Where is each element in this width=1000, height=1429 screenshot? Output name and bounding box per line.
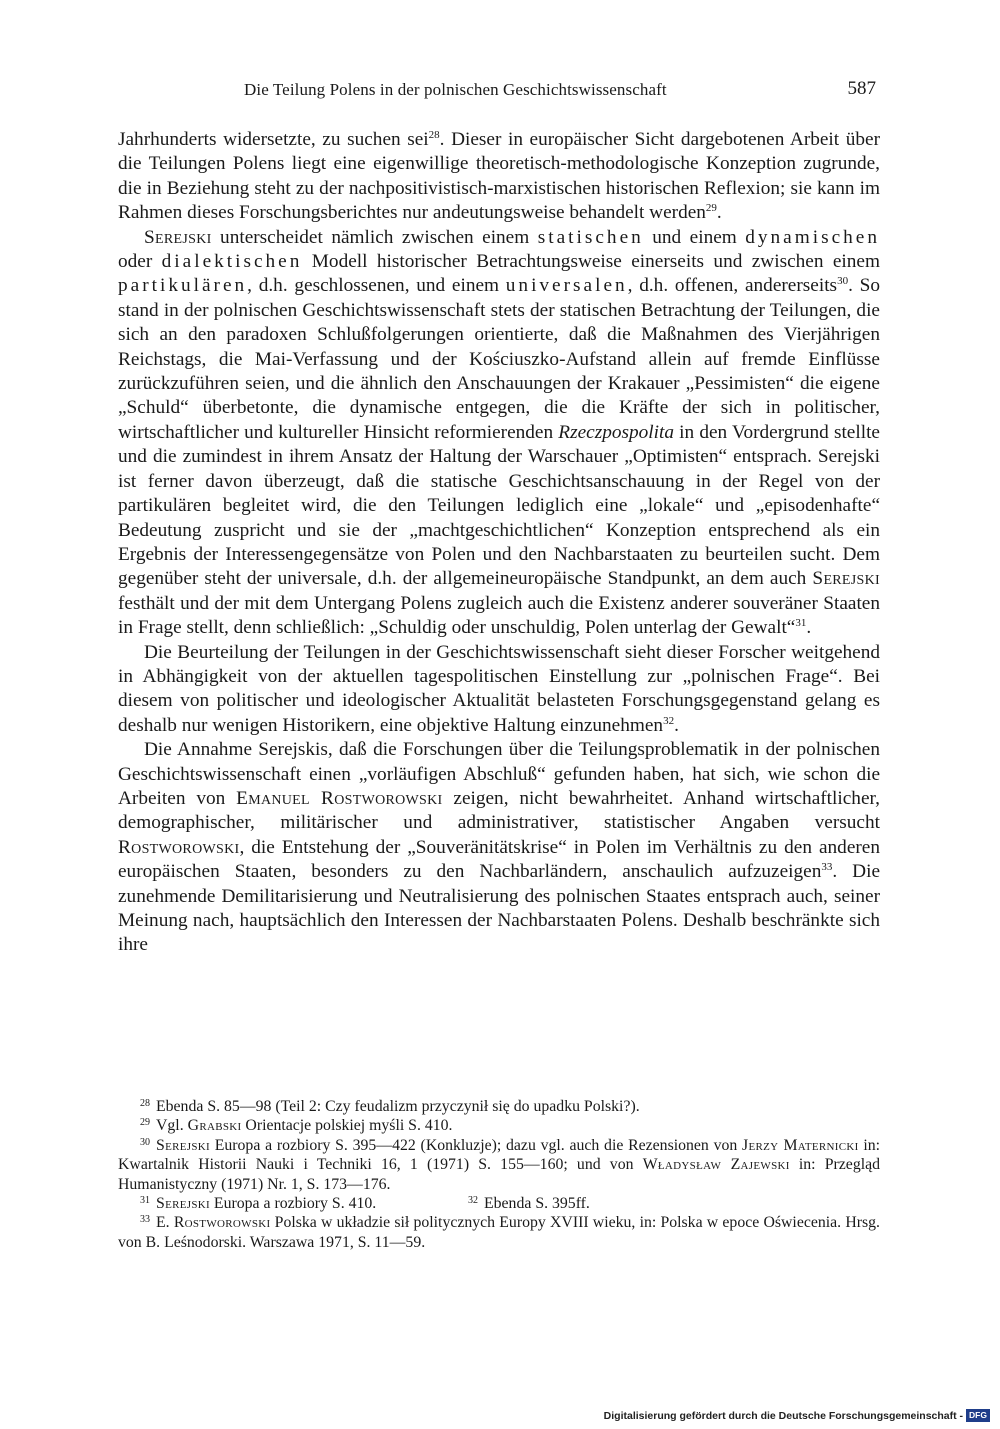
footnote-31 (118, 1194, 468, 1213)
footnote-text: Polska w układzie sił politycznych Europy XVIII wieku, in: Polska w epoce Oświecenia. Hrsg. von B. Leśnodorski. Warszawa 1971, S. 11—59. (118, 1214, 880, 1251)
author-name-serejski: Serejski (812, 568, 880, 590)
author-name-maternicki: Jerzy Maternicki (742, 1136, 859, 1154)
author-name-serejski: Serejski (156, 1136, 210, 1154)
footnote-33 (118, 1213, 880, 1252)
footnote-text: in: Przegląd Humanistyczny (1971) Nr. 1, S. 173—176. (118, 1156, 881, 1193)
text-run: unterscheidet nämlich zwischen einem (211, 226, 538, 248)
author-name-rostworowski: Rostworowski (118, 836, 240, 858)
paragraph-3 (118, 641, 880, 739)
italic-term-rzeczpospolita: Rzeczpospolita (558, 421, 674, 443)
text-run: und einem (643, 226, 746, 248)
text-run: , d.h. offenen, andererseits (627, 275, 838, 297)
main-text (118, 128, 880, 958)
spaced-term-dialektischen: dialektischen (161, 251, 303, 273)
text-run: Die Annahme Serejskis, daß die Forschungen über die Teilungsproblematik in der polnischen Geschichtswissenschaft einen „vorläufigen Abschluß“ gefunden haben, hat sich, wie schon die Arbeiten von (118, 739, 880, 809)
credit-text: Digitalisierung gefördert durch die Deutsche Forschungsgemeinschaft - (603, 1409, 964, 1422)
footnote-text: Europa a rozbiory S. 395—422 (Konkluzje); dazu vgl. auch die Rezensionen von (209, 1136, 743, 1154)
footnote-ref-32: 32 (663, 714, 675, 727)
footnote-29 (118, 1116, 880, 1135)
text-run: , die Entstehung der „Souveränitätskrise“ in Polen im Verhältnis zu den anderen europäischen Staaten, besonders zu den Nachbarländern, anschaulich aufzuzeigen (118, 836, 880, 883)
text-run: festhält und der mit dem Untergang Polens zugleich auch die Existenz anderer souveräner Staaten in Frage stellt, denn schließlich: „Schuldig oder unschuldig, Polen unterlag der Gewalt“ (118, 592, 880, 639)
author-name-rostworowski: Rostworowski (173, 1214, 271, 1232)
text-run: , d.h. geschlossenen, und einem (247, 275, 506, 297)
page-number: 587 (847, 78, 876, 99)
text-run: Die Beurteilung der Teilungen in der Geschichtswissenschaft sieht dieser Forscher weitgehend in Abhängigkeit von der aktuellen tagespolitischen Einstellung zur „polnischen Frage“. Bei diesem von politischer und ideologischer Aktualität belasteten Forschungsgegenstand gelang es deshalb nur wenigen Historikern, eine objektive Haltung einzunehmen (118, 641, 880, 736)
digitization-credit (604, 1409, 990, 1422)
footnote-number: 33 (140, 1214, 150, 1226)
author-name-grabski: Grabski (187, 1117, 242, 1135)
text-run: Modell historischer Betrachtungsweise einerseits und zwischen einem (302, 251, 880, 273)
text-run: . Die zunehmende Demilitarisierung und Neutralisierung des polnischen Staates entsprach auch, seiner Meinung nach, hauptsächlich den Interessen der Nachbarstaaten Polens. Deshalb beschränkte sich ihre (118, 861, 880, 956)
footnotes (118, 1097, 880, 1252)
text-run: oder (118, 251, 162, 273)
footnote-32 (468, 1194, 590, 1213)
text-run: . Dieser in europäischer Sicht dargebotenen Arbeit über die Teilungen Polens liegt eine eigenwillige theoretisch-methodologische Konzeption zugrunde, die in Beziehung steht zu der nachpositivistisch-marxistischen historischen Reflexion; sie kann im Rahmen dieses Forschungsberichtes nur andeutungsweise behandelt werden (118, 129, 880, 224)
spaced-term-statischen: statischen (537, 226, 644, 248)
footnote-28 (118, 1097, 880, 1116)
text-run: in den Vordergrund stellte und die zumindest in ihrem Ansatz der Haltung der Warschauer „Optimisten“ entsprach. Serejski ist ferner davon überzeugt, daß die statische Geschichtsanschauung in der Regel von der partikulären begleitet wird, die den Teilungen lediglich eine „lokale“ und „episodenhafte“ Bedeutung zuspricht und sie der „machtgeschichtlichen“ Konzeption entsprechend als ein Ergebnis der Interessengegensätze von Polen und den Nachbarstaaten zu beurteilen sucht. Dem gegenüber steht der universale, d.h. der allgemeineuropäische Standpunkt, an dem auch (118, 421, 880, 590)
footnote-number: 30 (140, 1136, 150, 1148)
footnote-ref-31: 31 (795, 617, 807, 630)
paragraph-1 (118, 128, 880, 226)
footnote-ref-30: 30 (837, 275, 849, 288)
spaced-term-dynamischen: dynamischen (745, 226, 880, 248)
running-header (118, 80, 880, 108)
footnote-text: Europa a rozbiory S. 410. (209, 1195, 377, 1213)
spaced-term-universalen: universalen (505, 275, 628, 297)
text-run: Jahrhunderts widersetzte, zu suchen sei (118, 129, 429, 150)
footnote-ref-28: 28 (428, 129, 440, 141)
text-run: zeigen, nicht bewahrheitet. Anhand wirtschaftlicher, demographischer, militärischer und administrativer, statistischer Angaben versucht (118, 787, 880, 834)
footnote-text: Vgl. (156, 1117, 188, 1135)
footnote-number: 32 (468, 1195, 478, 1207)
spaced-term-partikularen: partikulären (118, 275, 248, 297)
author-name-serejski: Serejski (144, 226, 212, 248)
running-head-title: Die Teilung Polens in der polnischen Geschichtswissenschaft (244, 80, 667, 99)
author-name-zajewski: Władysław Zajewski (642, 1156, 790, 1174)
footnote-text: Ebenda S. 85—98 (Teil 2: Czy feudalizm przyczynił się do upadku Polski?). (156, 1098, 640, 1115)
dfg-logo-icon: DFG (966, 1409, 990, 1422)
paragraph-4 (118, 738, 880, 958)
text-run: . (674, 714, 679, 736)
footnote-text: Ebenda S. 395ff. (484, 1195, 590, 1213)
paragraph-2 (118, 226, 880, 641)
text-run: . So stand in der polnischen Geschichtswissenschaft stets der statischen Betrachtung der Teilungen, die sich an den paradoxen Schlußfolgerungen orientierte, daß die Maßnahmen des Vierjährigen Reichstags, die Mai-Verfassung und der Kościuszko-Aufstand allein auf fremde Einflüsse zurückzuführen seien, und die ähnlich den Anschauungen der Krakauer „Pessimisten“ die eigene „Schuld“ überbetonte, die dynamische entgegen, die die Kräfte der sich in politischer, wirtschaftlicher und kultureller Hinsicht reformierenden (118, 275, 880, 443)
footnotes-31-32 (118, 1194, 880, 1213)
footnote-number: 31 (140, 1195, 150, 1207)
footnote-number: 28 (140, 1098, 150, 1109)
author-name-serejski: Serejski (156, 1195, 210, 1213)
footnote-ref-33: 33 (821, 861, 833, 874)
footnote-30 (118, 1136, 880, 1194)
footnote-ref-29: 29 (705, 202, 717, 215)
footnote-text: in: Kwartalnik Historii Nauki i Techniki 16, 1 (1971) S. 155—160; und von (118, 1136, 880, 1174)
footnote-number: 29 (140, 1117, 150, 1129)
footnote-text: Orientacje polskiej myśli S. 410. (241, 1117, 453, 1135)
footnote-text: E. (156, 1214, 174, 1232)
text-run: . (716, 202, 722, 224)
author-name-rostworowski: Emanuel Rostworowski (236, 787, 443, 809)
text-run: . (806, 617, 812, 639)
